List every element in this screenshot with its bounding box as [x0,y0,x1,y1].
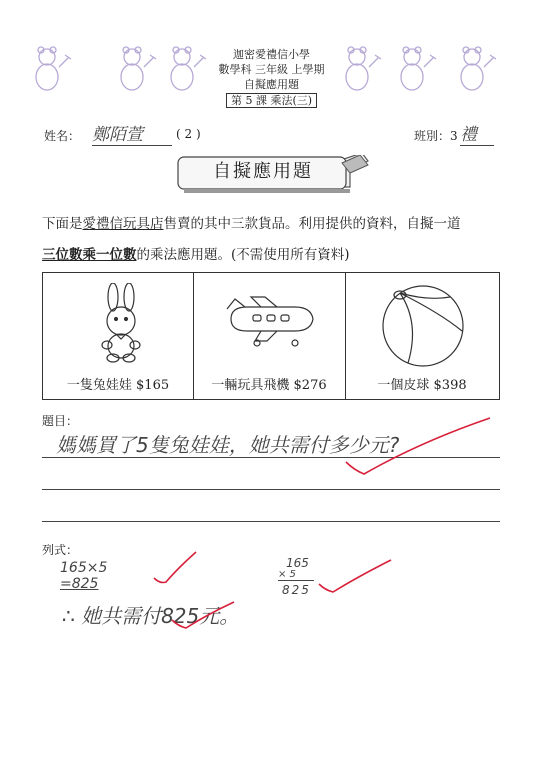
instructions-prefix: 下面是 [42,216,83,232]
working-label: 列式： [42,543,79,557]
instructions-line-1 [42,214,512,234]
name-field[interactable]: 鄭陌萱 [92,120,172,146]
student-number: ( 2 ) [176,127,201,141]
subject-line: 數學科 三年級 上學期 [218,63,325,76]
instructions-note: 的乘法應用題。(不需使用所有資料) [136,247,350,263]
answer-line-3 [42,521,500,522]
product-cell-ball [345,273,499,399]
product-caption-airplane: 一輛玩具飛機 $276 [211,378,327,393]
working-line-1: 165×5 [60,560,108,576]
product-caption-rabbit: 一隻兔娃娃 $165 [66,378,170,393]
lesson-heading [0,93,543,108]
vertical-multiplier: × 5 [278,569,314,581]
product-table [42,272,500,400]
check-mark-icon [168,596,238,632]
rabbit-doll-icon [93,283,149,363]
vertical-top: 165 [286,556,309,570]
worksheet-title: 自擬應用題 [213,161,313,182]
shop-name: 愛禮信玩具店 [82,216,164,232]
working-conclusion: ∴ 她共需付825元。 [62,604,240,628]
check-mark-icon [315,556,395,596]
class-label: 班別：3 [414,129,458,143]
class-field[interactable]: 禮 [460,120,494,146]
check-mark-icon [340,412,500,482]
toy-airplane-icon [221,295,317,351]
question-answer[interactable]: 媽媽買了5隻兔娃娃，她共需付多少元? [56,433,400,457]
instructions-line-2 [42,245,512,265]
instructions-suffix: 售賣的其中三款貨品。利用提供的資料，自擬一道 [163,216,461,232]
school-name: 迦密愛禮信小學 [233,48,310,61]
working-line-2: =825 [60,576,99,592]
beach-ball-icon [380,283,466,369]
name-label: 姓名： [44,129,81,143]
check-mark-icon [150,548,200,588]
product-cell-rabbit [43,273,194,399]
product-caption-ball: 一個皮球 $398 [377,378,467,393]
worksheet-type: 自擬應用題 [244,78,299,91]
lesson-label: 第 5 課 乘法(三) [226,93,317,108]
vertical-result: 825 [282,583,311,597]
product-cell-airplane [193,273,346,399]
question-label: 題目： [42,414,79,428]
instructions-emphasis: 三位數乘一位數 [42,247,137,263]
answer-line-2 [42,489,500,490]
title-banner [174,155,370,195]
